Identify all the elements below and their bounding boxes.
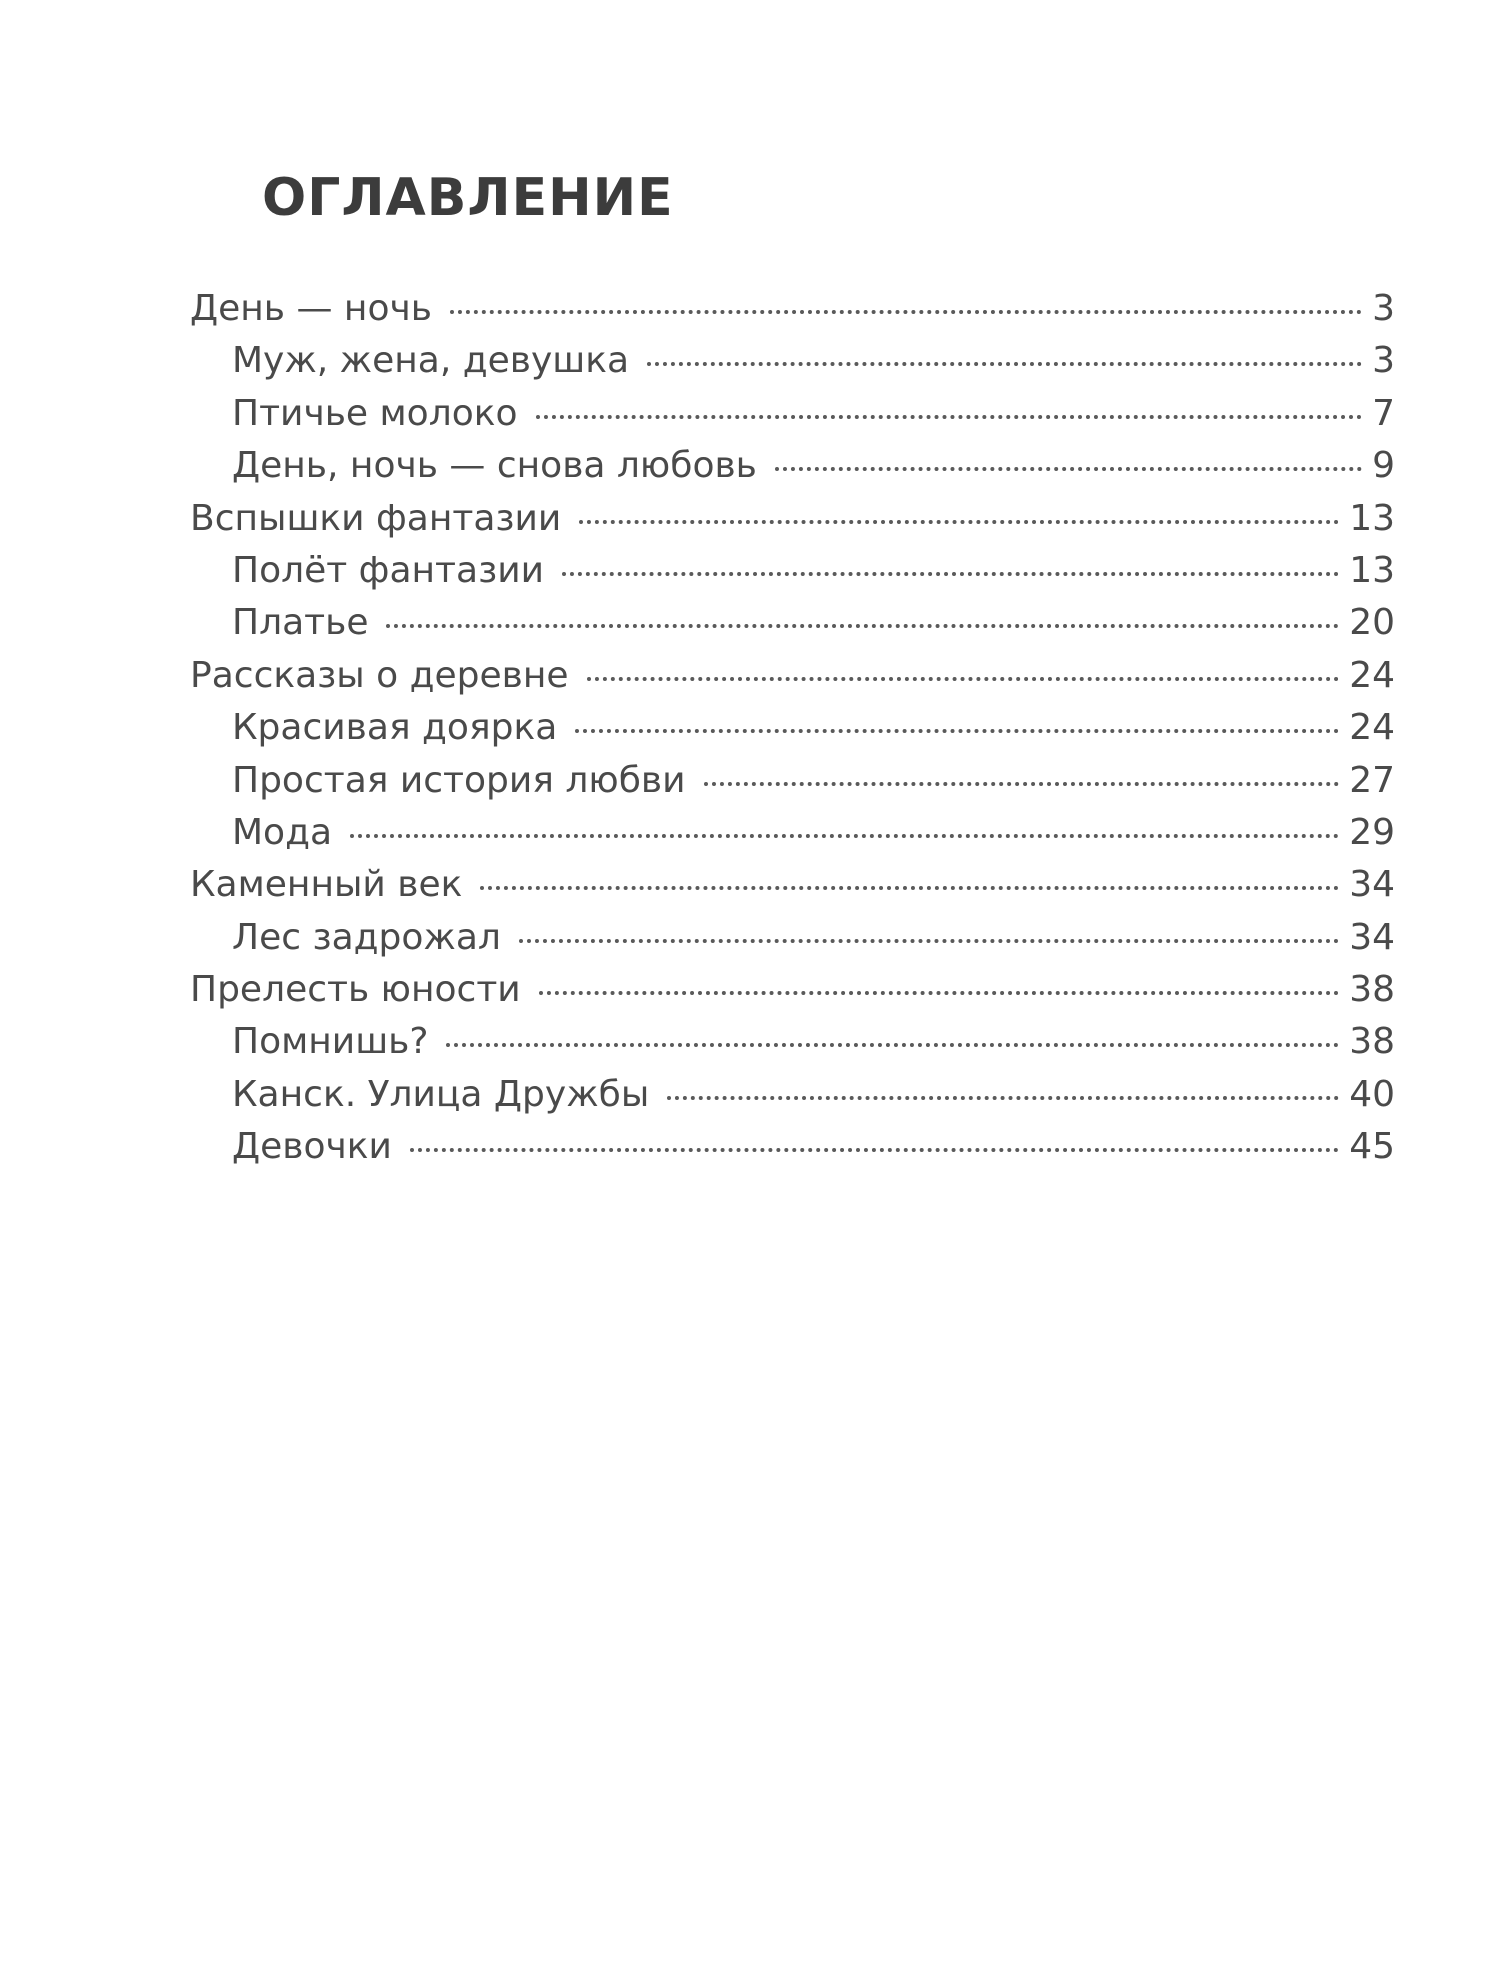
toc-entry-page: 3 bbox=[1372, 288, 1395, 329]
toc-entry[interactable] bbox=[190, 550, 1395, 602]
dot-leader bbox=[579, 520, 1339, 524]
toc-entry-page: 20 bbox=[1349, 602, 1395, 644]
toc-entry-title: Муж, жена, девушка bbox=[232, 340, 630, 382]
toc-entry-title: День — ночь bbox=[190, 288, 432, 329]
dot-leader bbox=[480, 886, 1339, 890]
toc-entry-page: 7 bbox=[1372, 392, 1395, 434]
toc-entry-page: 38 bbox=[1349, 969, 1395, 1011]
dot-leader bbox=[539, 991, 1340, 995]
dot-leader bbox=[350, 834, 1339, 838]
dot-leader bbox=[667, 1096, 1339, 1100]
dot-leader bbox=[410, 1148, 1339, 1152]
dot-leader bbox=[446, 1043, 1339, 1047]
dot-leader bbox=[386, 624, 1339, 628]
toc-entry-page: 29 bbox=[1349, 811, 1395, 853]
toc-entry[interactable] bbox=[190, 445, 1395, 497]
toc-entry-title: Мода bbox=[232, 811, 333, 853]
toc-entry[interactable] bbox=[190, 655, 1395, 707]
toc-entry-title: День, ночь — снова любовь bbox=[232, 445, 757, 487]
toc-entry-title: Полёт фантазии bbox=[232, 549, 545, 591]
toc-entry[interactable] bbox=[190, 707, 1395, 759]
toc-entry-page: 27 bbox=[1349, 759, 1395, 801]
toc-entry-page: 34 bbox=[1349, 864, 1395, 906]
toc-entry-page: 34 bbox=[1349, 916, 1395, 958]
toc-entry-page: 38 bbox=[1349, 1021, 1395, 1063]
dot-leader bbox=[450, 310, 1362, 314]
dot-leader bbox=[562, 572, 1339, 576]
toc-entry-title: Красивая доярка bbox=[232, 707, 558, 749]
toc-entry[interactable] bbox=[190, 288, 1395, 340]
toc-entry-title: Платье bbox=[232, 602, 369, 644]
toc-entry-page: 45 bbox=[1349, 1126, 1395, 1168]
toc-entry[interactable] bbox=[190, 340, 1395, 392]
toc-entry-title: Рассказы о деревне bbox=[190, 654, 569, 696]
toc-entry[interactable] bbox=[190, 969, 1395, 1021]
toc-entry-page: 24 bbox=[1349, 654, 1395, 696]
toc-entry[interactable] bbox=[190, 1074, 1395, 1126]
toc-entry[interactable] bbox=[190, 1126, 1395, 1178]
toc-entry-title: Птичье молоко bbox=[232, 392, 518, 434]
toc-entry-page: 13 bbox=[1349, 549, 1395, 591]
toc-entry-title: Прелесть юности bbox=[190, 969, 521, 1011]
toc-entry-page: 40 bbox=[1349, 1073, 1395, 1115]
toc-entry-title: Вспышки фантазии bbox=[190, 497, 562, 539]
dot-leader bbox=[587, 677, 1340, 681]
toc-entry-title: Помнишь? bbox=[232, 1021, 429, 1063]
toc-entry-page: 24 bbox=[1349, 707, 1395, 749]
toc-entry-page: 13 bbox=[1349, 497, 1395, 539]
toc-entry-page: 3 bbox=[1372, 340, 1395, 382]
toc-entry[interactable] bbox=[190, 864, 1395, 916]
dot-leader bbox=[519, 939, 1339, 943]
toc-entry-title: Девочки bbox=[232, 1126, 392, 1168]
toc-entry[interactable] bbox=[190, 1021, 1395, 1073]
toc-entry[interactable] bbox=[190, 498, 1395, 550]
toc-entry[interactable] bbox=[190, 760, 1395, 812]
dot-leader bbox=[536, 415, 1363, 419]
toc-entry[interactable] bbox=[190, 812, 1395, 864]
dot-leader bbox=[575, 729, 1339, 733]
toc-entry-title: Простая история любви bbox=[232, 759, 686, 801]
toc-entry-title: Каменный век bbox=[190, 864, 463, 906]
toc-entry-title: Канск. Улица Дружбы bbox=[232, 1073, 650, 1115]
dot-leader bbox=[647, 362, 1362, 366]
dot-leader bbox=[775, 467, 1362, 471]
toc-entry[interactable] bbox=[190, 393, 1395, 445]
toc-entry[interactable] bbox=[190, 602, 1395, 654]
toc-entry[interactable] bbox=[190, 917, 1395, 969]
toc-list bbox=[190, 288, 1395, 1179]
dot-leader bbox=[704, 782, 1340, 786]
toc-entry-title: Лес задрожал bbox=[232, 916, 501, 958]
page-title: ОГЛАВЛЕНИЕ bbox=[262, 168, 674, 228]
toc-entry-page: 9 bbox=[1372, 445, 1395, 487]
